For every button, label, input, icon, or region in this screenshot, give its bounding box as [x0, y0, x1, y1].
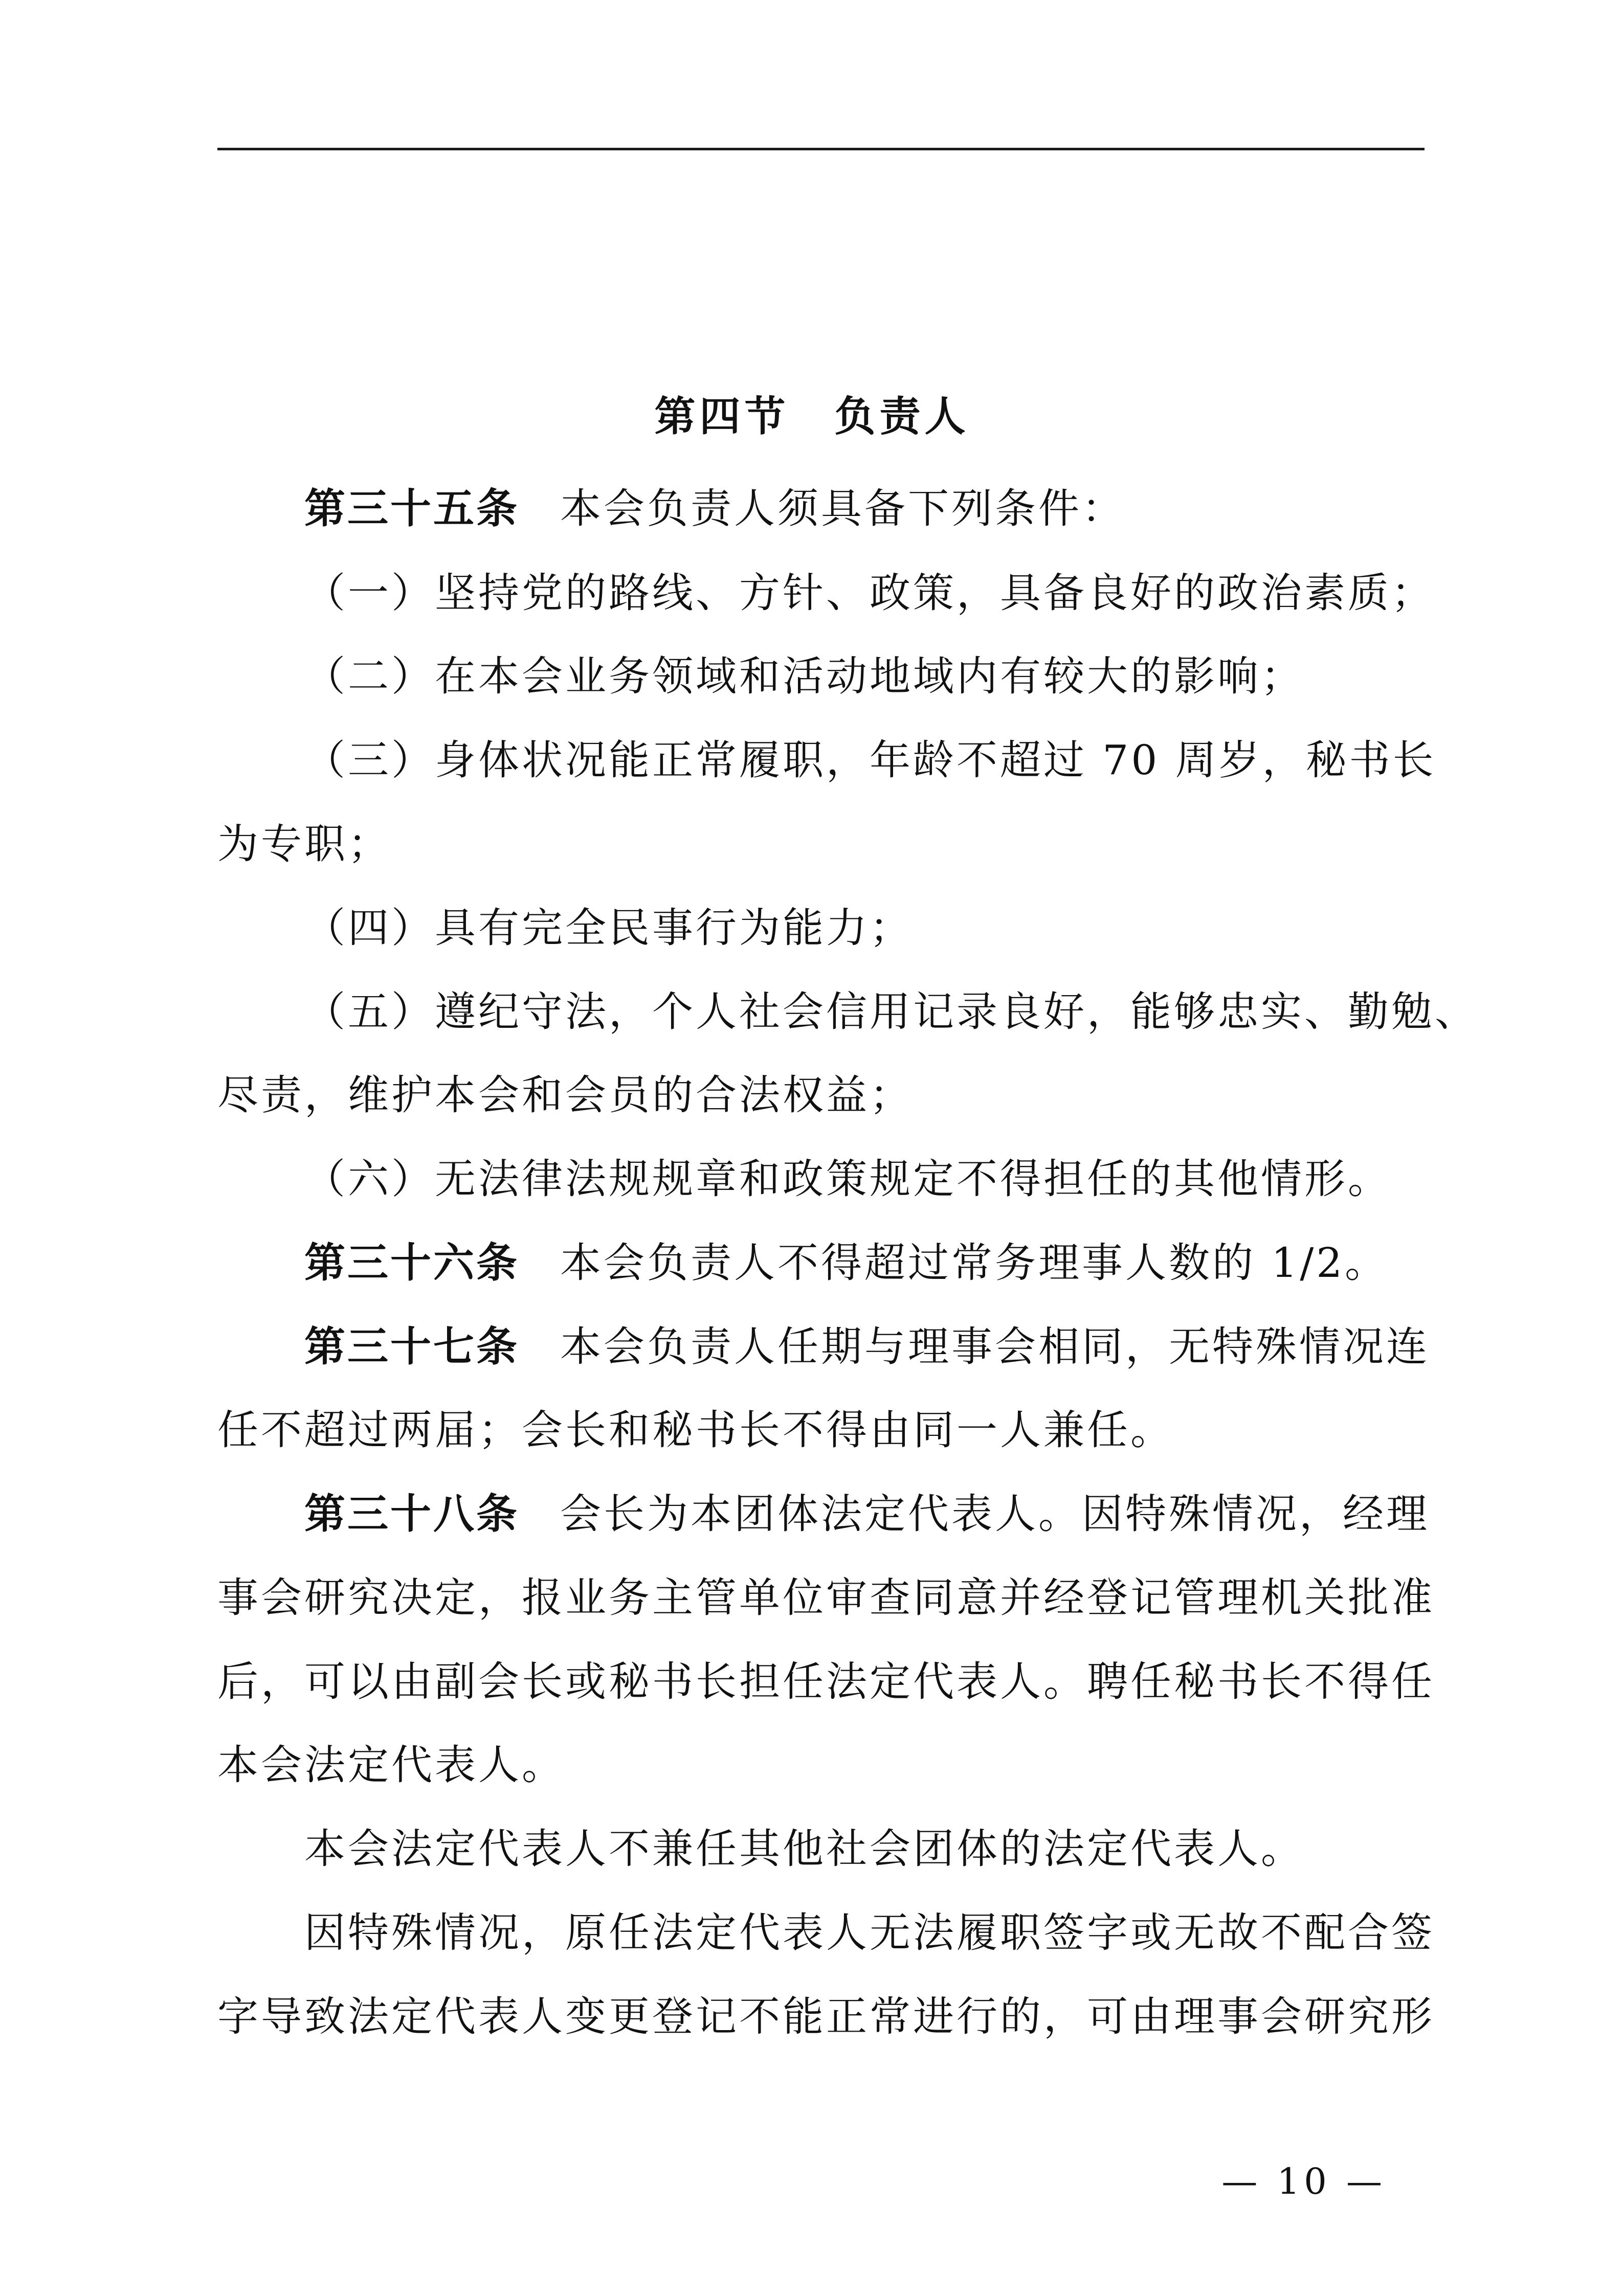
condition-5-continued: 尽责，维护本会和会员的合法权益；	[217, 1071, 913, 1119]
article-38-line	[304, 1490, 1430, 1538]
article-label: 第三十六条	[304, 1239, 519, 1287]
article-37-continued: 任不超过两届；会长和秘书长不得由同一人兼任。	[217, 1406, 1174, 1454]
condition-6: （六）无法律法规规章和政策规定不得担任的其他情形。	[304, 1155, 1391, 1203]
article-text: 本会负责人任期与理事会相同，无特殊情况连	[560, 1323, 1430, 1370]
article-38-continued-2: 后，可以由副会长或秘书长担任法定代表人。聘任秘书长不得任	[217, 1658, 1435, 1705]
article-text: 本会负责人不得超过常务理事人数的 1/2。	[560, 1239, 1389, 1287]
section-title: 第四节 负责人	[654, 392, 970, 440]
condition-5: （五）遵纪守法，个人社会信用记录良好，能够忠实、勤勉、	[304, 988, 1478, 1036]
condition-2: （二）在本会业务领域和活动地域内有较大的影响；	[304, 652, 1304, 700]
paragraph-special-case-continued: 字导致法定代表人变更登记不能正常进行的，可由理事会研究形	[217, 1993, 1435, 2040]
paragraph-special-case: 因特殊情况，原任法定代表人无法履职签字或无故不配合签	[304, 1909, 1435, 1956]
page-number: — 10 —	[1221, 2160, 1386, 2202]
article-38-continued-3: 本会法定代表人。	[217, 1741, 565, 1789]
article-label: 第三十七条	[304, 1323, 519, 1370]
article-text: 本会负责人须具备下列条件：	[560, 485, 1125, 532]
condition-4: （四）具有完全民事行为能力；	[304, 904, 913, 952]
article-label: 第三十五条	[304, 485, 519, 532]
paragraph-no-dual-role: 本会法定代表人不兼任其他社会团体的法定代表人。	[304, 1825, 1304, 1873]
article-text: 会长为本团体法定代表人。因特殊情况，经理	[560, 1490, 1430, 1538]
article-35-line	[304, 485, 1125, 532]
article-38-continued-1: 事会研究决定，报业务主管单位审查同意并经登记管理机关批准	[217, 1574, 1435, 1622]
article-37-line	[304, 1323, 1430, 1370]
condition-1: （一）坚持党的路线、方针、政策，具备良好的政治素质；	[304, 569, 1435, 617]
article-label: 第三十八条	[304, 1490, 519, 1538]
condition-3: （三）身体状况能正常履职，年龄不超过 70 周岁，秘书长	[304, 736, 1436, 784]
header-rule	[217, 148, 1425, 150]
condition-3-continued: 为专职；	[217, 820, 391, 868]
article-36-line	[304, 1239, 1389, 1287]
